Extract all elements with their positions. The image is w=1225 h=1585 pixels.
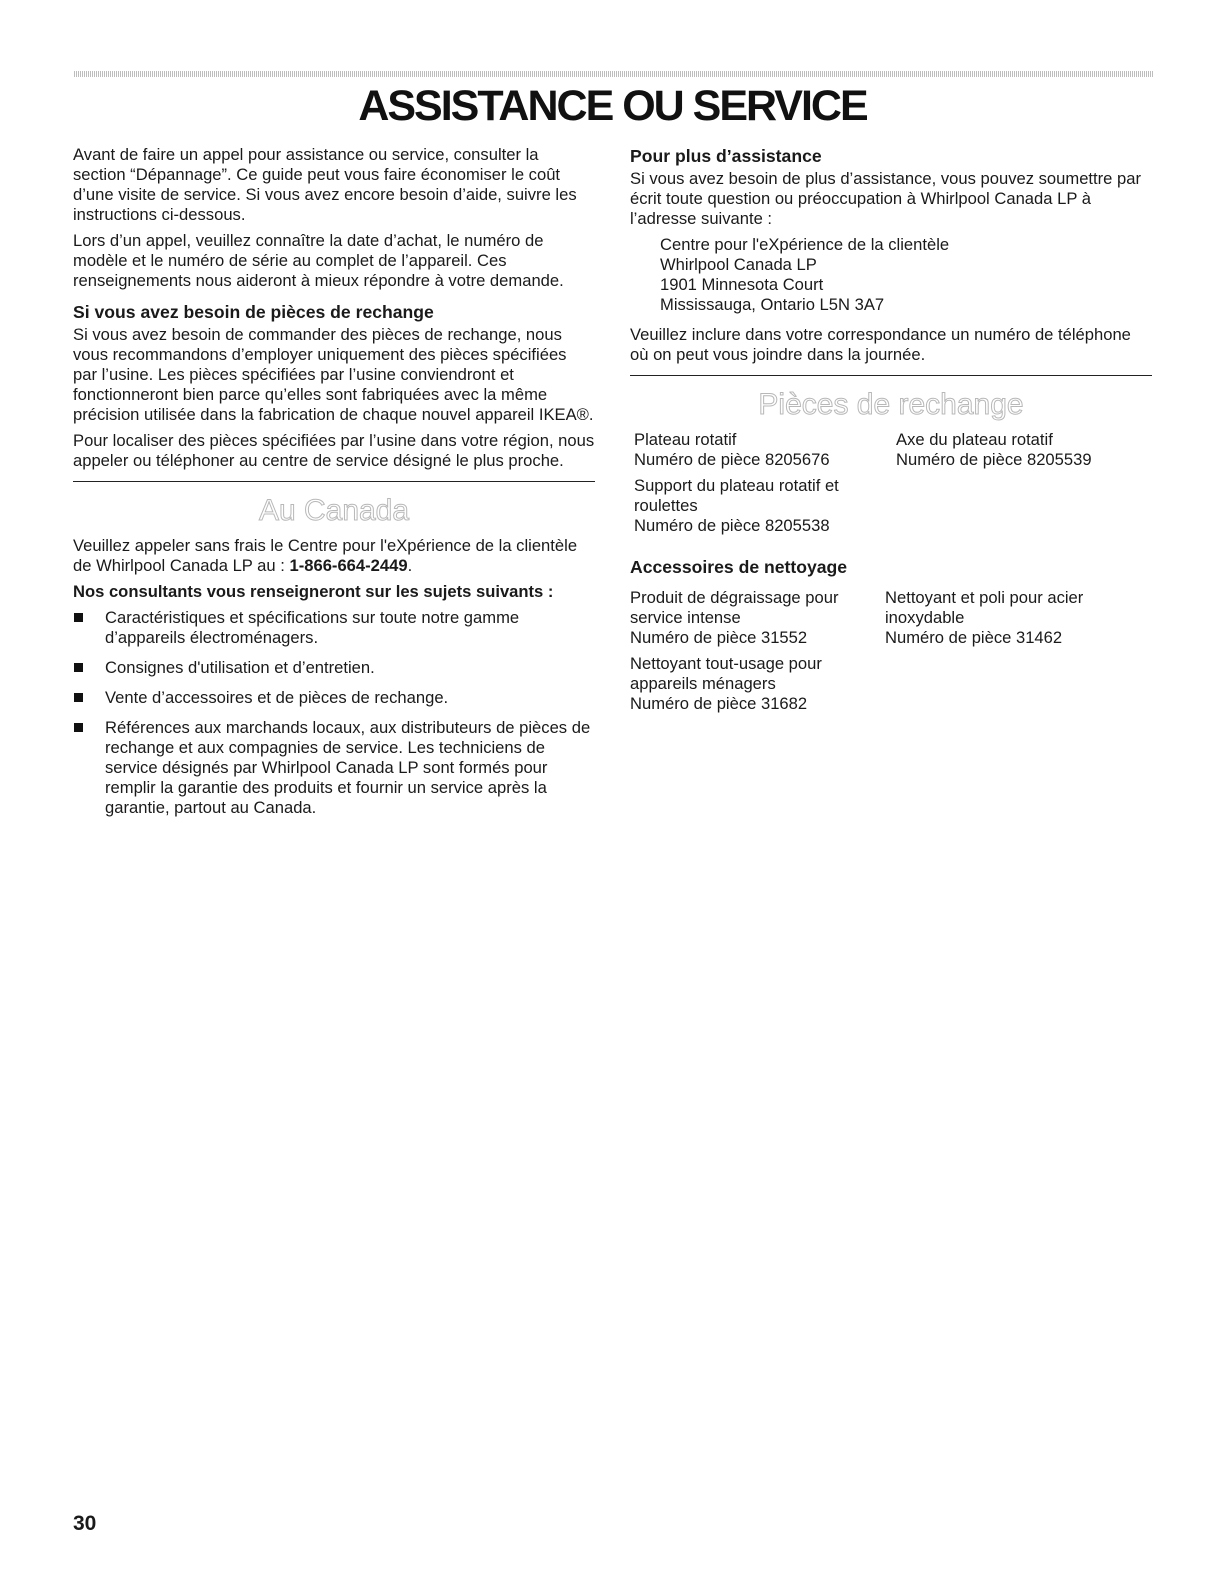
help-heading: Pour plus d’assistance <box>630 146 822 166</box>
part-item <box>634 476 896 536</box>
part-number: Numéro de pièce 8205676 <box>634 450 830 469</box>
cleaning-name: Nettoyant tout-usage pour appareils ménagers <box>630 654 822 693</box>
list-item <box>73 608 595 648</box>
bullet-square-icon <box>74 663 83 672</box>
bullet-square-icon <box>74 613 83 622</box>
bullet-square-icon <box>74 693 83 702</box>
intro-paragraph: Avant de faire un appel pour assistance ou service, consulter la section “Dépannage”. Ce guide peut vous faire économiser le coût d’une visite de service. Si vous avez encore besoin d’aide, suivre les instructions ci-dessous. <box>73 145 577 224</box>
canada-paragraph <box>73 536 595 576</box>
part-item <box>896 430 1146 470</box>
cleaning-column <box>885 588 1135 720</box>
part-number: Numéro de pièce 8205539 <box>896 450 1092 469</box>
cleaning-item <box>630 588 885 648</box>
list-item-text: Vente d’accessoires et de pièces de rechange. <box>105 688 449 707</box>
cleaning-heading: Accessoires de nettoyage <box>630 557 848 577</box>
list-item <box>73 718 595 818</box>
cleaning-item <box>630 654 885 714</box>
cleaning-item <box>885 588 1135 648</box>
phone-number: 1-866-664-2449 <box>289 556 408 575</box>
topics-list <box>73 608 595 818</box>
parts-paragraph: Pour localiser des pièces spécifiées par l’usine dans votre région, nous appeler ou téléphoner au centre de service désigné le plus proche. <box>73 431 595 470</box>
parts-column <box>896 430 1146 542</box>
list-item <box>73 658 595 678</box>
list-item-text: Références aux marchands locaux, aux distributeurs de pièces de rechange et aux compagnies de service. Les techniciens de service désignés par Whirlpool Canada LP sont formés pour remplir la garantie des produits et fournir un service après la garantie, partout au Canada. <box>105 718 591 817</box>
address-line: 1901 Minnesota Court <box>660 275 824 294</box>
page-title: ASSISTANCE OU SERVICE <box>358 82 867 130</box>
part-number: Numéro de pièce 8205538 <box>634 516 830 535</box>
section-divider <box>630 375 1152 376</box>
intro-paragraph: Lors d’un appel, veuillez connaître la date d’achat, le numéro de modèle et le numéro de série au complet de l’appareil. Ces renseignements nous aideront à mieux répondre à votre demande. <box>73 231 564 290</box>
parts-paragraph: Si vous avez besoin de commander des pièces de rechange, nous vous recommandons d’employer uniquement des pièces spécifiées par l’usine. Les pièces spécifiées par l’usine conviendront et fonctionneront bien parce qu’elles sont fabriquées avec la même précision utilisée dans la fabrication de chaque nouvel appareil IKEA®. <box>73 325 594 424</box>
address-line: Centre pour l'eXpérience de la clientèle <box>660 235 950 254</box>
bullet-square-icon <box>74 723 83 732</box>
cleaning-name: Produit de dégraissage pour service intense <box>630 588 839 627</box>
canada-section-title: Au Canada <box>258 494 410 527</box>
canada-text: Veuillez appeler sans frais le Centre pour l'eXpérience de la clientèle de Whirlpool Canada LP au : <box>73 536 578 575</box>
cleaning-name: Nettoyant et poli pour acier inoxydable <box>885 588 1084 627</box>
parts-grid <box>630 430 1152 542</box>
part-name: Axe du plateau rotatif <box>896 430 1053 449</box>
consultants-heading: Nos consultants vous renseigneront sur les sujets suivants : <box>73 582 554 601</box>
cleaning-number: Numéro de pièce 31552 <box>630 628 808 647</box>
section-divider <box>73 481 595 482</box>
mailing-address <box>630 235 1152 315</box>
cleaning-number: Numéro de pièce 31682 <box>630 694 808 713</box>
right-column <box>630 145 1152 720</box>
cleaning-column <box>630 588 885 720</box>
list-item-text: Caractéristiques et spécifications sur toute notre gamme d’appareils électroménagers. <box>105 608 520 647</box>
help-paragraph: Si vous avez besoin de plus d’assistance, vous pouvez soumettre par écrit toute question ou préoccupation à Whirlpool Canada LP à l’adresse suivante : <box>630 169 1142 228</box>
parts-column <box>630 430 896 542</box>
top-rule <box>74 71 1154 77</box>
cleaning-grid <box>630 588 1152 720</box>
include-paragraph: Veuillez inclure dans votre correspondance un numéro de téléphone où on peut vous joindre dans la journée. <box>630 325 1131 364</box>
list-item <box>73 688 595 708</box>
address-line: Mississauga, Ontario L5N 3A7 <box>660 295 885 314</box>
canada-text-end: . <box>407 556 413 575</box>
left-column <box>73 145 595 828</box>
page-number: 30 <box>73 1512 97 1535</box>
list-item-text: Consignes d'utilisation et d’entretien. <box>105 658 375 677</box>
parts-heading: Si vous avez besoin de pièces de rechange <box>73 302 434 322</box>
part-name: Plateau rotatif <box>634 430 737 449</box>
part-item <box>634 430 896 470</box>
replacement-parts-title: Pièces de rechange <box>758 388 1024 421</box>
part-name: Support du plateau rotatif et roulettes <box>634 476 839 515</box>
cleaning-number: Numéro de pièce 31462 <box>885 628 1063 647</box>
address-line: Whirlpool Canada LP <box>660 255 817 274</box>
